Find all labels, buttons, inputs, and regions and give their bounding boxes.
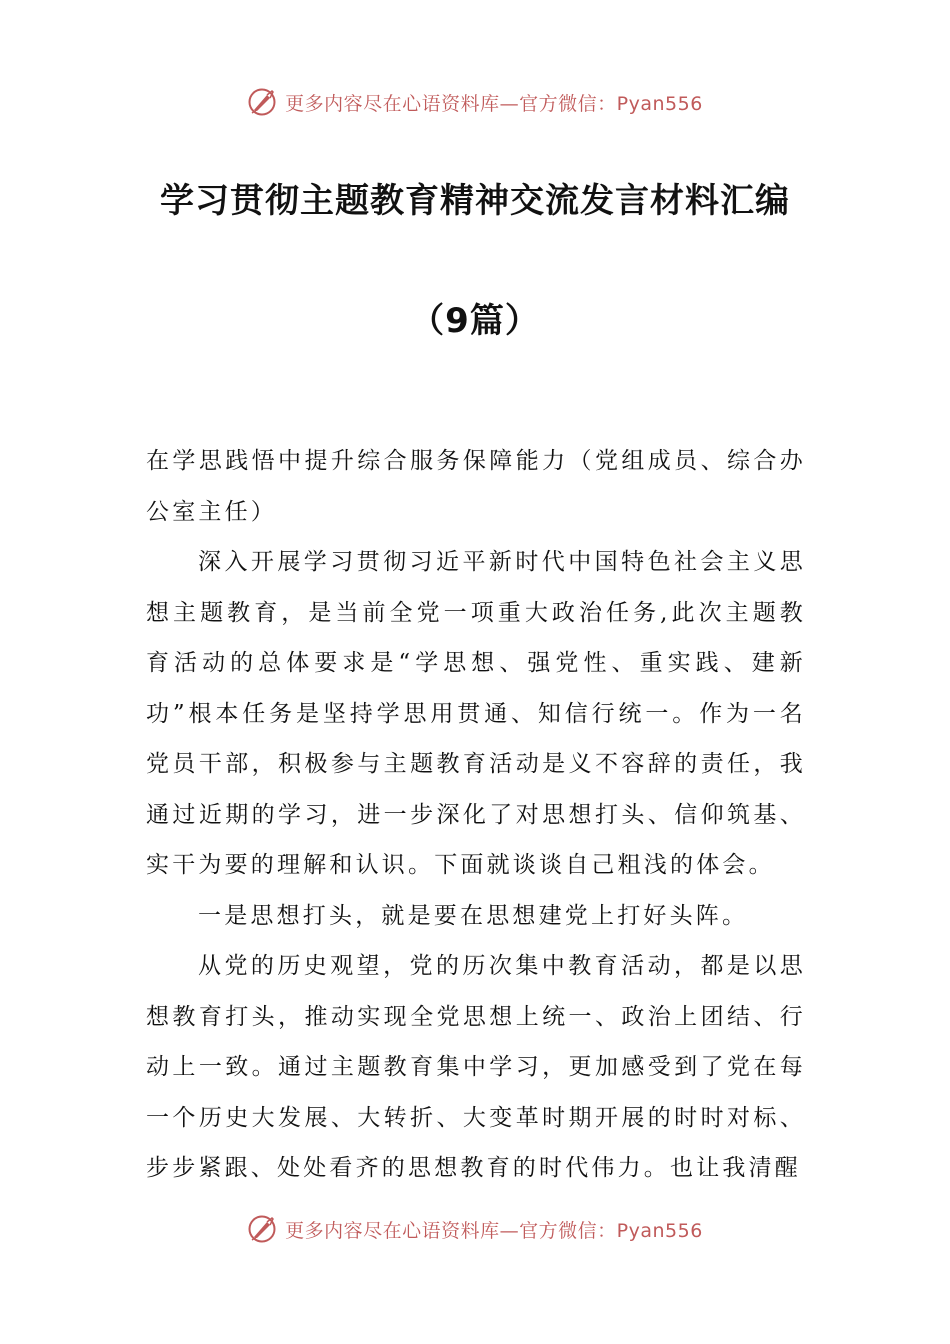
paragraph: 深入开展学习贯彻习近平新时代中国特色社会主义思想主题教育，是当前全党一项重大政治任务,此次主题教育活动的总体要求是“学思想、强党性、重实践、建新功”根本任务是坚持学思用贯通、知信行统一。作为一名党员干部，积极参与主题教育活动是义不容辞的责任，我通过近期的学习，进一步深化了对思想打头、信仰筑基、实干为要的理解和认识。下面就谈谈自己粗浅的体会。	[146, 549, 806, 878]
document-title: 学习贯彻主题教育精神交流发言材料汇编	[160, 181, 790, 221]
watermark-id: Pyan556	[616, 92, 703, 115]
quill-logo-icon	[247, 1214, 277, 1244]
watermark-footer	[0, 1211, 950, 1247]
document-body	[146, 436, 806, 1194]
watermark-text: 更多内容尽在心语资料库—官方微信：	[285, 1219, 617, 1242]
article-heading: 在学思践悟中提升综合服务保障能力（党组成员、综合办公室主任）	[146, 448, 806, 525]
watermark-header	[0, 84, 950, 120]
paragraph: 从党的历史观望，党的历次集中教育活动，都是以思想教育打头，推动实现全党思想上统一、政治上团结、行动上一致。通过主题教育集中学习，更加感受到了党在每一个历史大发展、大转折、大变革时期开展的时时对标、步步紧跟、处处看齐的思想教育的时代伟力。也让我清醒	[146, 953, 806, 1181]
quill-logo-icon	[247, 87, 277, 117]
watermark-text: 更多内容尽在心语资料库—官方微信：	[285, 92, 617, 115]
watermark-id: Pyan556	[616, 1219, 703, 1242]
paragraph: 一是思想打头，就是要在思想建党上打好头阵。	[198, 902, 749, 929]
document-subtitle: （9篇）	[410, 301, 540, 341]
